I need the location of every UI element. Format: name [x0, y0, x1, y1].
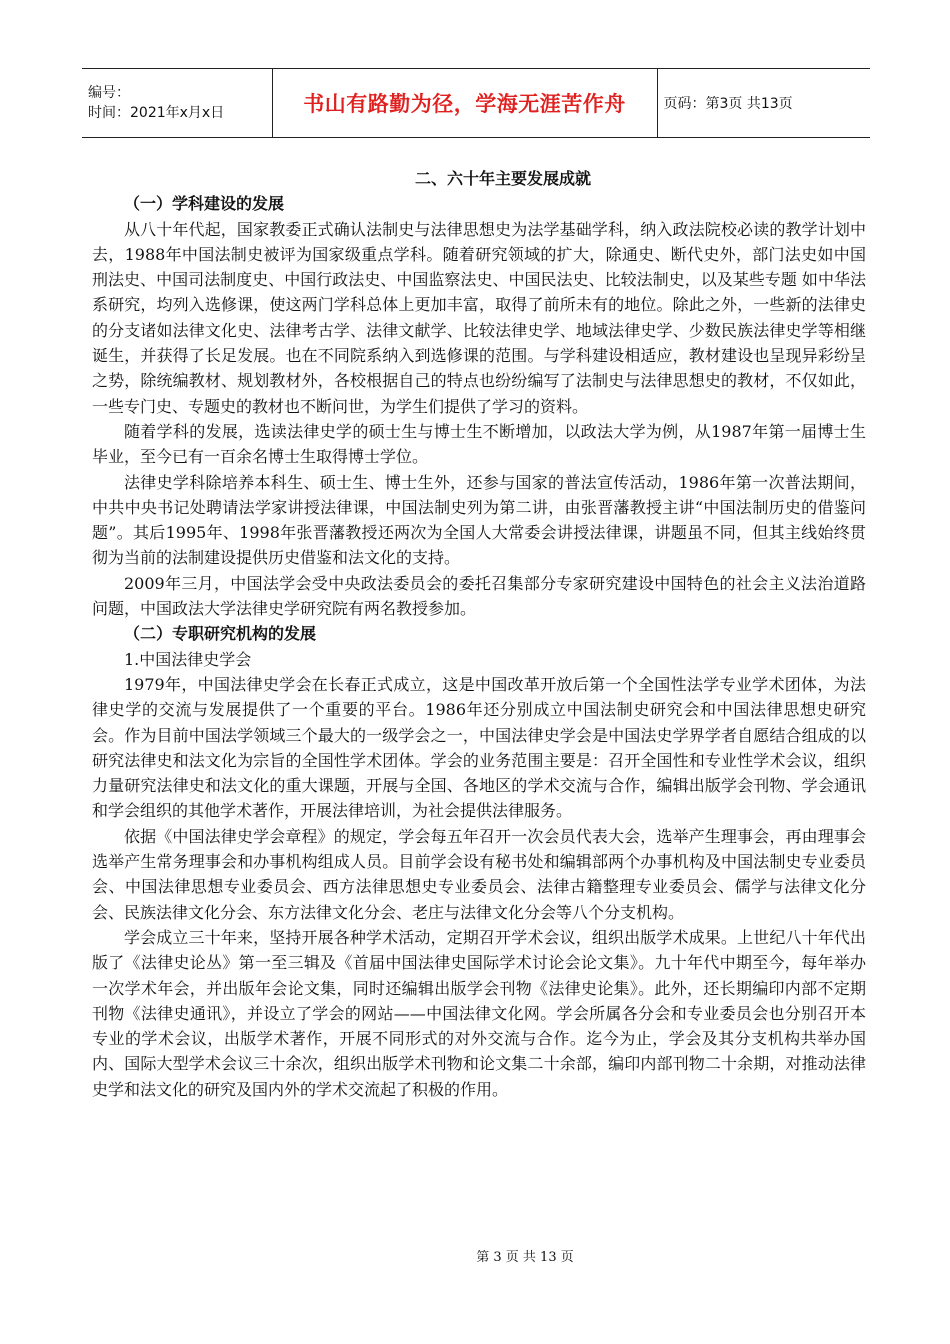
document-body — [92, 166, 866, 1102]
header-meta — [82, 69, 272, 138]
subsection-heading: （一）学科建设的发展 — [124, 194, 285, 214]
page-footer: 第 3 页 共 13 页 — [476, 1250, 574, 1265]
paragraph: 学会成立三十年来，坚持开展各种学术活动，定期召开学术会议，组织出版学术成果。上世纪八十年代出版了《法律史论丛》第一至三辑及《首届中国法律史国际学术讨论会论文集》。九十年代中期至今，每年举办一次学术年会，并出版年会论文集，同时还编辑出版学会刊物《法律史论集》。此外，还长期编印内部不定期刊物《法律史通讯》，并设立了学会的网站——中国法律文化网。学会所属各分会和专业委员会也分别召开本专业的学术会议，出版学术著作，开展不同形式的对外交流与合作。迄今为止，学会及其分支机构共举办国内、国际大型学术会议三十余次，组织出版学术刊物和论文集二十余部，编印内部刊物二十余期，对推动法律史学和法文化的研究及国内外的学术交流起了积极的作用。 — [92, 927, 866, 1099]
sub-item-heading: 1.中国法律史学会 — [124, 649, 252, 669]
header-motto: 书山有路勤为径，学海无涯苦作舟 — [272, 69, 657, 138]
header-page-info: 页码：第3页 共13页 — [657, 69, 870, 138]
subsection-heading: （二）专职研究机构的发展 — [124, 624, 317, 644]
paragraph: 依据《中国法律史学会章程》的规定，学会每五年召开一次会员代表大会，选举产生理事会，再由理事会选举产生常务理事会和办事机构组成人员。目前学会设有秘书处和编辑部两个办事机构及中国法制史专业委员会、中国法律思想专业委员会、西方法律思想史专业委员会、法律古籍整理专业委员会、儒学与法律文化分会、民族法律文化分会、东方法律文化分会、老庄与法律文化分会等八个分支机构。 — [92, 826, 866, 922]
header-time: 时间：2021年x月x日 — [88, 105, 225, 121]
paragraph: 1979年，中国法律史学会在长春正式成立，这是中国改革开放后第一个全国性法学专业学术团体，为法律史学的交流与发展提供了一个重要的平台。1986年还分别成立中国法制史研究会和中国法律思想史研究会。作为目前中国法学领域三个最大的一级学会之一，中国法律史学会是中国法史学界学者自愿结合组成的以研究法律史和法文化为宗旨的全国性学术团体。学会的业务范围主要是：召开全国性和专业性学术会议，组织力量研究法律史和法文化的重大课题，开展与全国、各地区的学术交流与合作，编辑出版学会刊物、学会通讯和学会组织的其他学术著作，开展法律培训，为社会提供法律服务。 — [92, 674, 866, 821]
section-title: 二、六十年主要发展成就 — [414, 169, 591, 188]
paragraph: 随着学科的发展，选读法律史学的硕士生与博士生不断增加，以政法大学为例，从1987年第一届博士生毕业，至今已有一百余名博士生取得博士学位。 — [92, 421, 866, 467]
header-number: 编号： — [88, 85, 130, 101]
paragraph: 从八十年代起，国家教委正式确认法制史与法律思想史为法学基础学科，纳入政法院校必读的教学计划中去，1988年中国法制史被评为国家级重点学科。随着研究领域的扩大，除通史、断代史外，部门法史如中国刑法史、中国司法制度史、中国行政法史、中国监察法史、中国民法史、比较法制史，以及某些专题 如中华法系研究，均列入选修课，使这两门学科总体上更加丰富，取得了前所未有的地位。除此之外，一些新的法律史的分支诸如法律文化史、法律考古学、法律文献学、比较法律史学、地域法律史学、少数民族法律史学等相继诞生，并获得了长足发展。也在不同院系纳入到选修课的范围。与学科建设相适应，教材建设也呈现异彩纷呈之势，除统编教材、规划教材外，各校根据自己的特点也纷纷编写了法制史与法律思想史的教材，不仅如此，一些专门史、专题史的教材也不断问世，为学生们提供了学习的资料。 — [92, 219, 866, 416]
paragraph: 法律史学科除培养本科生、硕士生、博士生外，还参与国家的普法宣传活动，1986年第一次普法期间，中共中央书记处聘请法学家讲授法律课，中国法制史列为第二讲，由张晋藩教授主讲“中国法制历史的借鉴问题”。其后1995年、1998年张晋藩教授还两次为全国人大常委会讲授法律课，讲题虽不同，但其主线始终贯彻为当前的法制建设提供历史借鉴和法文化的支持。 — [92, 472, 866, 568]
paragraph: 2009年三月，中国法学会受中央政法委员会的委托召集部分专家研究建设中国特色的社会主义法治道路问题，中国政法大学法律史学研究院有两名教授参加。 — [92, 573, 866, 619]
document-header — [82, 68, 870, 138]
